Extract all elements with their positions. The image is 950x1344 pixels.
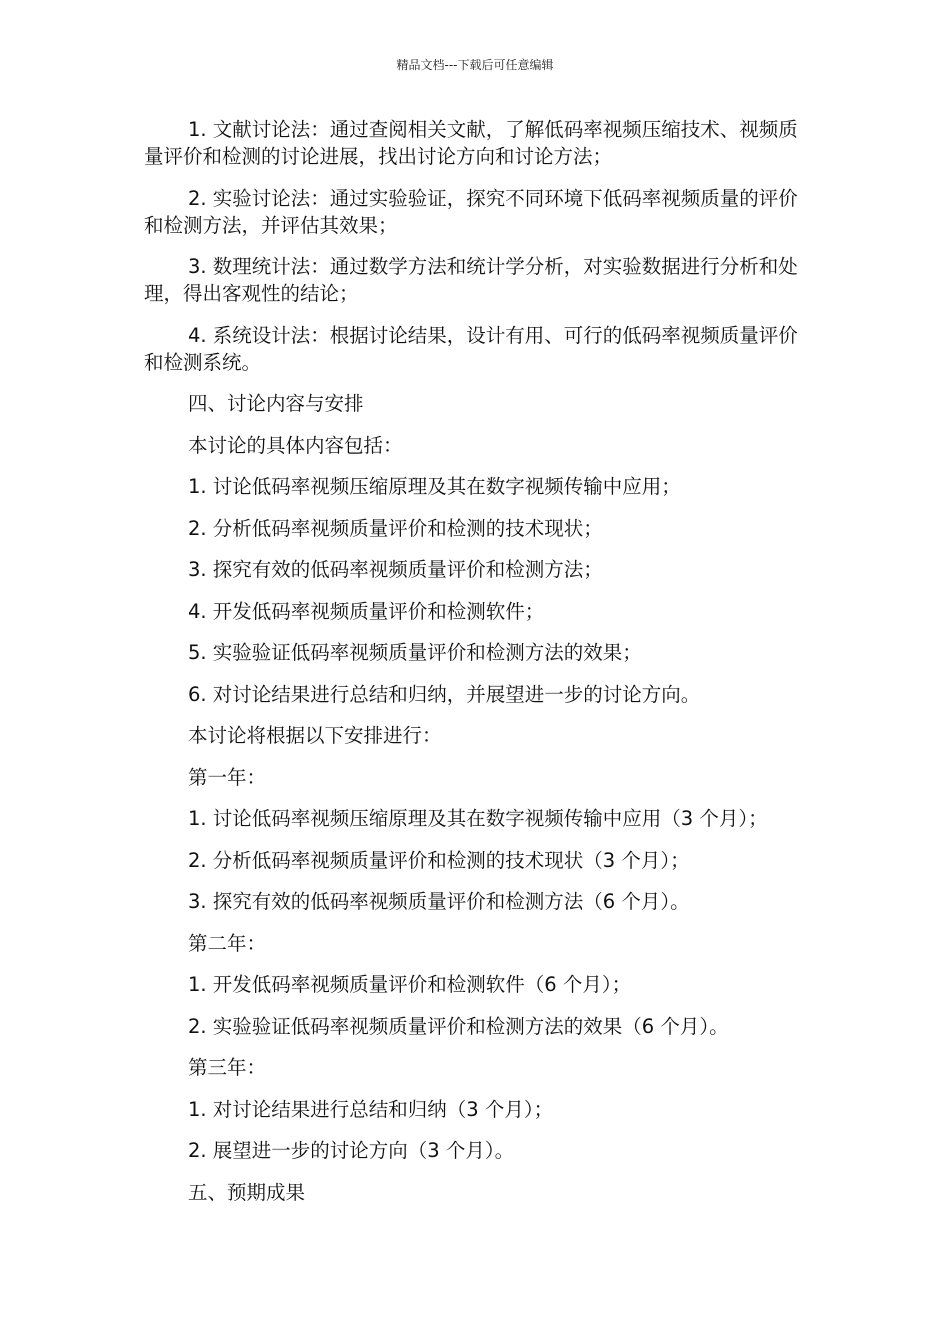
year-1-item-2: 2. 分析低码率视频质量评价和检测的技术现状（3 个月）；	[188, 848, 690, 872]
content-intro: 本讨论的具体内容包括：	[188, 433, 403, 457]
year-2-item-2: 2. 实验验证低码率视频质量评价和检测方法的效果（6 个月）。	[188, 1014, 729, 1038]
method-system-design: 4. 系统设计法：根据讨论结果，设计有用、可行的低码率视频质量评价和检测系统。	[144, 323, 798, 374]
content-item-3: 3. 探究有效的低码率视频质量评价和检测方法；	[188, 558, 603, 581]
content-item-2: 2. 分析低码率视频质量评价和检测的技术现状；	[188, 516, 603, 540]
year-2-item-1: 1. 开发低码率视频质量评价和检测软件（6 个月）；	[188, 973, 632, 996]
schedule-intro: 本讨论将根据以下安排进行：	[188, 724, 442, 747]
year-2-heading: 第二年：	[188, 931, 267, 955]
document-body	[144, 116, 810, 1220]
content-item-5: 5. 实验验证低码率视频质量评价和检测方法的效果；	[188, 641, 642, 664]
year-1-item-3: 3. 探究有效的低码率视频质量评价和检测方法（6 个月）。	[188, 890, 690, 913]
content-item-4: 4. 开发低码率视频质量评价和检测软件；	[188, 599, 545, 623]
content-item-6: 6. 对讨论结果进行总结和归纳，并展望进一步的讨论方向。	[188, 682, 701, 706]
content-item-1: 1. 讨论低码率视频压缩原理及其在数字视频传输中应用；	[188, 475, 681, 498]
method-experiment: 2. 实验讨论法：通过实验验证，探究不同环境下低码率视频质量的评价和检测方法，并评估其效果；	[144, 186, 798, 237]
year-1-heading: 第一年：	[188, 765, 267, 789]
section-heading-4: 四、讨论内容与安排	[188, 392, 364, 415]
year-3-heading: 第三年：	[188, 1056, 267, 1079]
method-literature: 1. 文献讨论法：通过查阅相关文献，了解低码率视频压缩技术、视频质量评价和检测的讨论进展，找出讨论方向和讨论方法；	[144, 118, 798, 168]
year-3-item-1: 1. 对讨论结果进行总结和归纳（3 个月）；	[188, 1097, 554, 1121]
page-header: 精品文档---下载后可任意编辑	[396, 58, 554, 72]
method-statistics: 3. 数理统计法：通过数学方法和统计学分析，对实验数据进行分析和处理，得出客观性的结论；	[144, 255, 798, 305]
year-1-item-1: 1. 讨论低码率视频压缩原理及其在数字视频传输中应用（3 个月）；	[188, 807, 768, 830]
year-3-item-2: 2. 展望进一步的讨论方向（3 个月）。	[188, 1139, 515, 1162]
section-heading-5: 五、预期成果	[188, 1180, 306, 1204]
